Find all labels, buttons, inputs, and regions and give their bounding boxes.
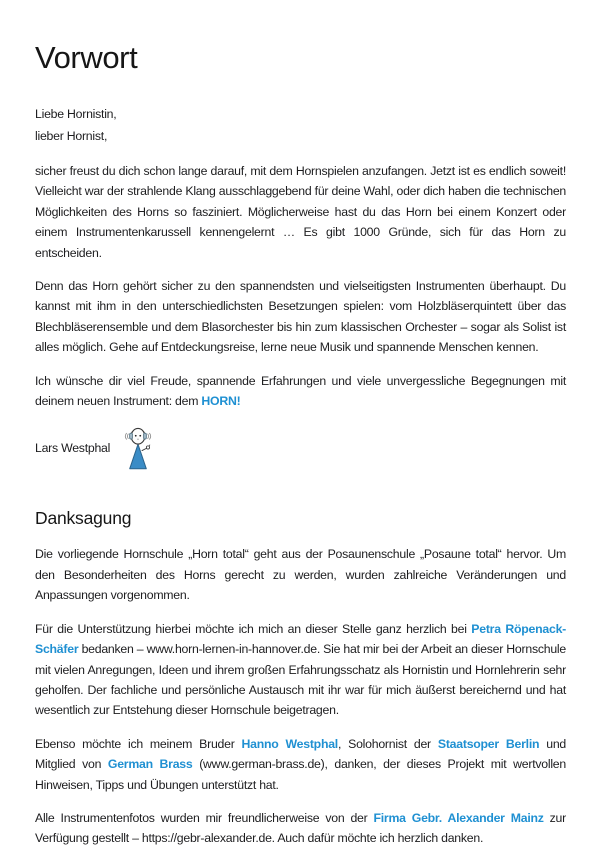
section-title-danksagung: Danksagung <box>35 508 132 529</box>
highlighted-name: Staatsoper Berlin <box>437 736 540 751</box>
text-segment: Die vorliegende Hornschule „Horn total“ geht aus der Posaunenschule „Posaune total“ hervor. Um den Besonderheiten des Horns gerecht zu werden, wurden zahlreiche Veränderungen und Anpassungen vorgenommen. <box>35 547 566 603</box>
text-segment: und Mitglied von <box>35 736 567 772</box>
paragraph <box>35 734 566 795</box>
text-segment: zur Verfügung gestellt – https://gebr-alexander.de. Auch dafür möchte ich herzlich danken. <box>35 810 566 846</box>
paragraph <box>35 808 566 849</box>
salutation <box>35 103 566 147</box>
acknowledgement-paragraphs <box>35 544 566 848</box>
paragraph <box>35 371 566 412</box>
highlighted-name: HORN! <box>201 394 241 409</box>
paragraph <box>35 276 566 358</box>
text-segment: Ebenso möchte ich meinem Bruder <box>35 736 242 751</box>
paragraph <box>35 544 566 605</box>
signature-name: Lars Westphal <box>35 441 111 456</box>
highlighted-name: German Brass <box>107 757 193 772</box>
text-segment: Denn das Horn gehört sicher zu den spannendsten und vielseitigsten Instrumenten überhaupt. Du kannst mit ihm in den unterschiedlichsten Besetzungen spielen: vom Holzbläserquintett über das Blechbläserensemble und dem Blasorchester bis hin zum klassischen Orchester – sogar als Solist ist alles möglich. Gehe auf Entdeckungsreise, lerne neue Musik und spannende Menschen kennen. <box>35 279 566 355</box>
paragraph <box>35 619 566 721</box>
text-segment: Ich wünsche dir viel Freude, spannende Erfahrungen und viele unvergessliche Begegnungen mit deinem neuen Instrument: dem <box>35 373 566 409</box>
text-segment: , Solohornist der <box>337 736 438 751</box>
text-segment: (www.german-brass.de), danken, der dieses Projekt mit wertvollen Hinweisen, Tipps und Übungen unterstützt hat. <box>35 757 566 792</box>
text-segment: Für die Unterstützung hierbei möchte ich mich an dieser Stelle ganz herzlich bei <box>35 621 472 636</box>
text-segment: sicher freust du dich schon lange darauf, mit dem Hornspielen anzufangen. Jetzt ist es endlich soweit! Vielleicht war der strahlende Klang ausschlaggebend für deine Wahl, oder dich haben die technischen Möglichkeiten des Horns so fasziniert. Möglicherweise hast du das Horn bei einem Konzert oder einem Instrumentenkarussell kennengelernt … Es gibt 1000 Gründe, sich für das Horn zu entscheiden. <box>35 164 566 260</box>
headphones-figure-icon <box>122 425 154 472</box>
page-title: Vorwort <box>35 40 138 75</box>
text-segment: Alle Instrumentenfotos wurden mir freundlicherweise von der <box>35 810 374 825</box>
salutation-line-1: Liebe Hornistin, <box>35 107 117 121</box>
intro-paragraphs <box>35 161 566 411</box>
paragraph <box>35 161 566 263</box>
signature-row <box>35 424 566 472</box>
salutation-line-2: lieber Hornist, <box>35 129 108 143</box>
text-segment: bedanken – www.horn-lernen-in-hannover.de. Sie hat mir bei der Arbeit an dieser Hornschule mit vielen Anregungen, Ideen und ihrem großen Erfahrungsschatz als Hornistin und Hornlehrerin sehr geholfen. Der fachliche und persönliche Austausch mit ihr war für mich äußerst bereichernd und hat wesentlich zur Entstehung dieser Hornschule beigetragen. <box>35 642 566 718</box>
highlighted-name: Firma Gebr. Alexander Mainz <box>373 810 544 825</box>
highlighted-name: Petra Röpenack-Schäfer <box>35 621 567 657</box>
highlighted-name: Hanno Westphal <box>241 736 338 751</box>
